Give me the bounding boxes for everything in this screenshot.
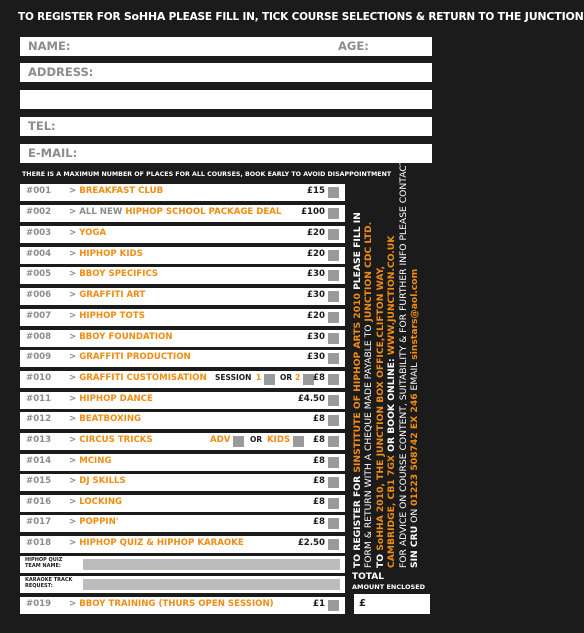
course-row-008: #008 > BBOY FOUNDATION £30 [20,330,345,347]
course-checkbox[interactable] [328,208,339,219]
course-checkbox[interactable] [328,374,339,385]
course-row-005: #005 > BBOY SPECIFICS £30 [20,267,345,284]
course-checkbox[interactable] [328,415,339,426]
course-checkbox[interactable] [328,395,339,406]
course-row-010: #010 > GRAFFITI CUSTOMISATION SESSION 1 OR 2 £8 [20,371,345,388]
address-label: ADDRESS: [28,65,94,79]
course-checkbox[interactable] [328,457,339,468]
course-checkbox[interactable] [328,353,339,364]
course-checkbox[interactable] [328,600,339,611]
total-label: TOTAL [352,572,384,582]
course-checkbox[interactable] [328,333,339,344]
tel-field[interactable] [20,117,432,136]
course-row-011: #011 > HIPHOP DANCE £4.50 [20,392,345,409]
course-checkbox[interactable] [328,187,339,198]
team-name-input[interactable] [83,559,340,570]
karaoke-request-field: KARAOKE TRACK REQUEST: [20,576,345,593]
course-row-007: #007 > HIPHOP TOTS £20 [20,309,345,326]
course-checkbox[interactable] [328,436,339,447]
course-row-018: #018 > HIPHOP QUIZ & HIPHOP KARAOKE £2.50 [20,536,345,553]
registration-instructions-vertical: TO REGISTER FOR SINSTITUTE OF HIPHOP ARTS 2010 PLEASE FILL IN FORM & RETURN WITH A CHEQUE MADE PAYABLE TO JUNCTION CDC LTD. TO SoHHA 2010, THE JUNCTION BOX OFFICE,CLIFTON WAY, CAMBRIDGE, CB1 7GX OR BOOK ONLINE: WWW.JUNCTION.CO.UK FOR ADVICE ON COURSE CONTENT, SUITABILITY & FOR FURTHER INFO PLEASE CONTACT SIN CRU ON 01223 508742 EX 246 EMAIL sinstars@aol.com [352,159,421,568]
course-row-014: #014 > MCING £8 [20,454,345,471]
course-row-013: #013 > CIRCUS TRICKS ADV OR KIDS £8 [20,433,345,450]
course-checkbox[interactable] [328,250,339,261]
course-checkbox[interactable] [328,518,339,529]
course-row-004: #004 > HIPHOP KIDS £20 [20,247,345,264]
karaoke-request-input[interactable] [83,579,340,590]
course-checkbox[interactable] [328,477,339,488]
course-checkbox[interactable] [328,229,339,240]
session-1-checkbox[interactable] [264,374,275,385]
quiz-team-name-field: HIPHOP QUIZ TEAM NAME: [20,556,345,573]
course-checkbox[interactable] [328,539,339,550]
total-amount-field[interactable]: £ [354,594,430,614]
course-row-001: #001 > BREAKFAST CLUB £15 [20,184,345,201]
kids-checkbox[interactable] [293,436,304,447]
course-row-002: #002 > ALL NEW HIPHOP SCHOOL PACKAGE DEAL £100 [20,205,345,222]
adv-checkbox[interactable] [233,436,244,447]
sohha-name: SoHHA [123,10,166,23]
course-row-015: #015 > DJ SKILLS £8 [20,474,345,491]
age-label: AGE: [338,39,369,53]
places-notice: THERE IS A MAXIMUM NUMBER OF PLACES FOR ALL COURSES, BOOK EARLY TO AVOID DISAPPOINTMENT [22,171,392,178]
course-row-009: #009 > GRAFFITI PRODUCTION £30 [20,350,345,367]
course-row-016: #016 > LOCKING £8 [20,495,345,512]
course-row-019: #019 > BBOY TRAINING (THURS OPEN SESSION) £1 [20,597,345,614]
tel-label: TEL: [28,119,56,133]
course-checkbox[interactable] [328,312,339,323]
name-label: NAME: [28,39,71,53]
address-field-2[interactable] [20,90,432,109]
header-instructions: TO REGISTER FOR SoHHA PLEASE FILL IN, TICK COURSE SELECTIONS & RETURN TO THE JUNCTION [18,10,584,23]
address-field[interactable] [20,63,432,82]
course-checkbox[interactable] [328,270,339,281]
course-row-003: #003 > YOGA £20 [20,226,345,243]
course-row-017: #017 > POPPIN' £8 [20,515,345,532]
junction-name: THE JUNCTION [497,10,584,23]
course-row-006: #006 > GRAFFITI ART £30 [20,288,345,305]
course-checkbox[interactable] [328,291,339,302]
name-field[interactable] [20,37,432,56]
course-row-012: #012 > BEATBOXING £8 [20,412,345,429]
course-checkbox[interactable] [328,498,339,509]
email-label: E-MAIL: [28,146,78,160]
amount-enclosed-label: AMOUNT ENCLOSED [352,583,426,591]
